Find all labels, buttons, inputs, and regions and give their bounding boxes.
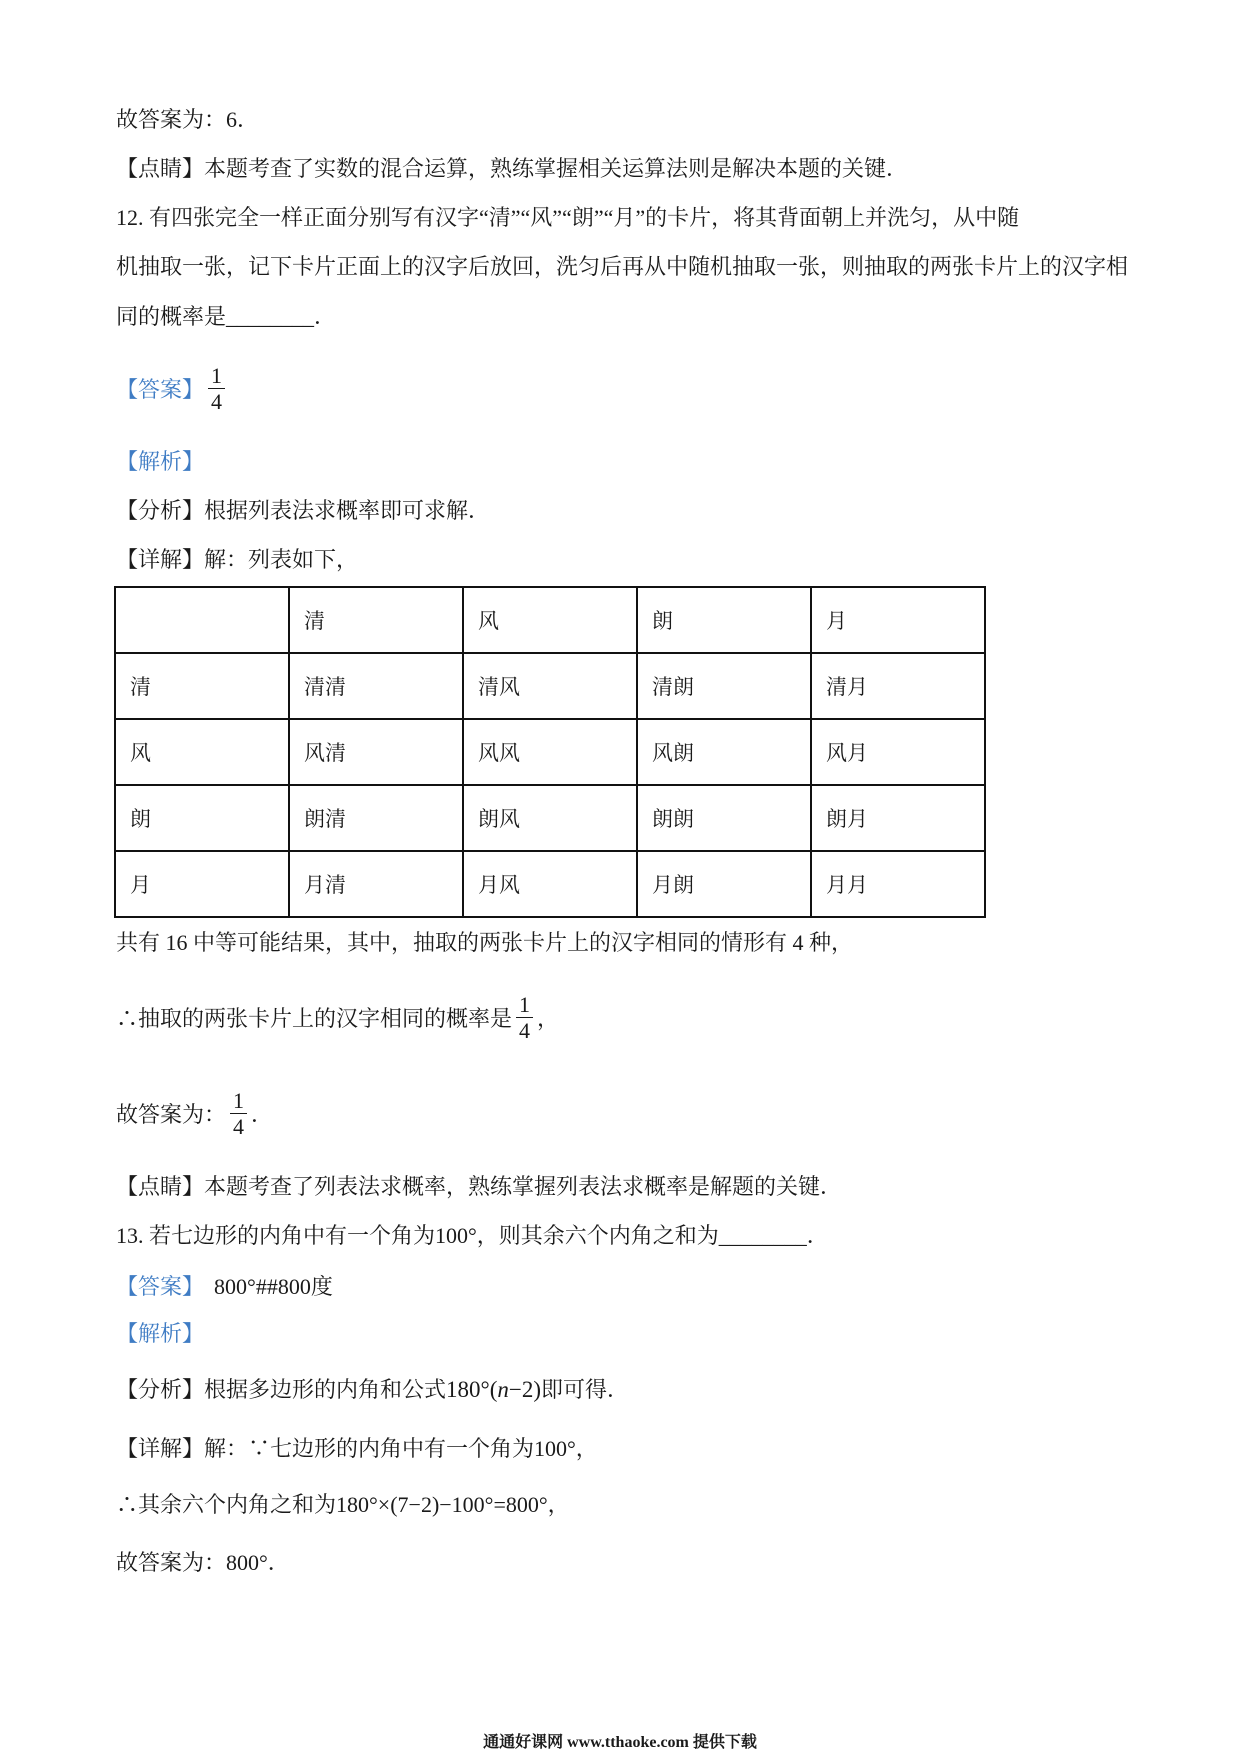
answer-fraction <box>208 363 225 414</box>
question-13-therefore: ∴其余六个内角之和为180°×(7−2)−100°=800°， <box>116 1492 570 1517</box>
table-row-header-cell: 月 <box>115 851 289 917</box>
fraction-numerator: 1 <box>208 363 225 389</box>
answer-label: 【答案】 <box>116 1273 205 1299</box>
analysis-suffix: 即可得． <box>541 1377 630 1402</box>
table-cell: 月朗 <box>637 851 811 917</box>
table-cell: 风风 <box>463 719 637 785</box>
table-cell: 月月 <box>811 851 985 917</box>
table-cell: 月风 <box>463 851 637 917</box>
therefore-fraction <box>516 992 533 1043</box>
table-cell: 朗清 <box>289 785 463 851</box>
table-cell: 清月 <box>811 653 985 719</box>
table-row-header-cell: 清 <box>115 653 289 719</box>
table-cell: 风清 <box>289 719 463 785</box>
table-header-cell: 清 <box>289 587 463 653</box>
table-row <box>115 653 985 719</box>
conclusion-end: ． <box>251 1101 274 1127</box>
table-header-row <box>115 587 985 653</box>
question-12-analysis: 【分析】根据列表法求概率即可求解． <box>116 498 491 523</box>
table-row-header-cell: 朗 <box>115 785 289 851</box>
table-header-cell: 月 <box>811 587 985 653</box>
therefore-end: ， <box>537 1005 560 1031</box>
formula-pre: 180°( <box>446 1377 498 1402</box>
question-12-line-2: 机抽取一张，记下卡片正面上的汉字后放回，洗匀后再从中随机抽取一张，则抽取的两张卡片上的汉字相 <box>116 254 1129 279</box>
table-header-cell: 风 <box>463 587 637 653</box>
analysis-label: 【解析】 <box>116 449 205 474</box>
table-row-header-cell: 风 <box>115 719 289 785</box>
previous-comment: 【点睛】本题考查了实数的混合运算，熟练掌握相关运算法则是解决本题的关键． <box>116 156 909 181</box>
table-header-cell: 朗 <box>637 587 811 653</box>
formula-variable: n <box>497 1377 509 1402</box>
table-row <box>115 851 985 917</box>
question-12-answer <box>116 360 229 416</box>
fraction-numerator: 1 <box>230 1088 247 1114</box>
table-cell: 月清 <box>289 851 463 917</box>
outcome-table <box>114 586 986 918</box>
table-cell: 朗风 <box>463 785 637 851</box>
answer-label: 【答案】 <box>116 376 205 402</box>
table-row <box>115 719 985 785</box>
question-12-outcome-count: 共有 16 中等可能结果，其中，抽取的两张卡片上的汉字相同的情形有 4 种， <box>116 930 854 955</box>
question-12-conclusion <box>116 1085 273 1141</box>
fraction-denominator: 4 <box>519 1017 531 1043</box>
fraction-denominator: 4 <box>233 1113 245 1139</box>
question-13-analysis <box>116 1376 629 1404</box>
fraction-numerator: 1 <box>516 992 533 1018</box>
table-cell: 风朗 <box>637 719 811 785</box>
question-13-conclusion: 故答案为：800°． <box>116 1550 290 1575</box>
answer-value: 800°##800度 <box>214 1273 333 1299</box>
question-13-answer <box>116 1271 333 1299</box>
interior-angle-formula <box>446 1377 541 1402</box>
table-cell: 朗朗 <box>637 785 811 851</box>
question-13: 13. 若七边形的内角中有一个角为100°，则其余六个内角之和为________． <box>116 1223 829 1248</box>
previous-conclusion: 故答案为：6． <box>116 107 260 132</box>
conclusion-fraction <box>230 1088 247 1139</box>
question-12-line-1: 12. 有四张完全一样正面分别写有汉字“清”“风”“朗”“月”的卡片，将其背面朝上并洗匀，从中随 <box>116 205 1020 230</box>
question-13-detail: 【详解】解：∵七边形的内角中有一个角为100°， <box>116 1436 598 1461</box>
table-cell: 清风 <box>463 653 637 719</box>
analysis-prefix: 【分析】根据多边形的内角和公式 <box>116 1377 447 1402</box>
question-12-detail-intro: 【详解】解：列表如下， <box>116 547 359 572</box>
table-cell: 风月 <box>811 719 985 785</box>
page-footer: 通通好课网 www.tthaoke.com 提供下载 <box>483 1734 757 1751</box>
therefore-text: ∴抽取的两张卡片上的汉字相同的概率是 <box>116 1005 513 1031</box>
analysis-label: 【解析】 <box>116 1321 205 1346</box>
conclusion-prefix: 故答案为： <box>116 1101 227 1127</box>
table-cell: 清清 <box>289 653 463 719</box>
table-corner-cell <box>115 587 289 653</box>
question-12-comment: 【点睛】本题考查了列表法求概率，熟练掌握列表法求概率是解题的关键． <box>116 1174 843 1199</box>
question-12-therefore <box>116 987 559 1047</box>
formula-post: −2) <box>508 1377 542 1402</box>
question-12-line-3: 同的概率是________． <box>116 304 337 329</box>
fraction-denominator: 4 <box>211 388 223 414</box>
table-cell: 朗月 <box>811 785 985 851</box>
table-cell: 清朗 <box>637 653 811 719</box>
table-row <box>115 785 985 851</box>
